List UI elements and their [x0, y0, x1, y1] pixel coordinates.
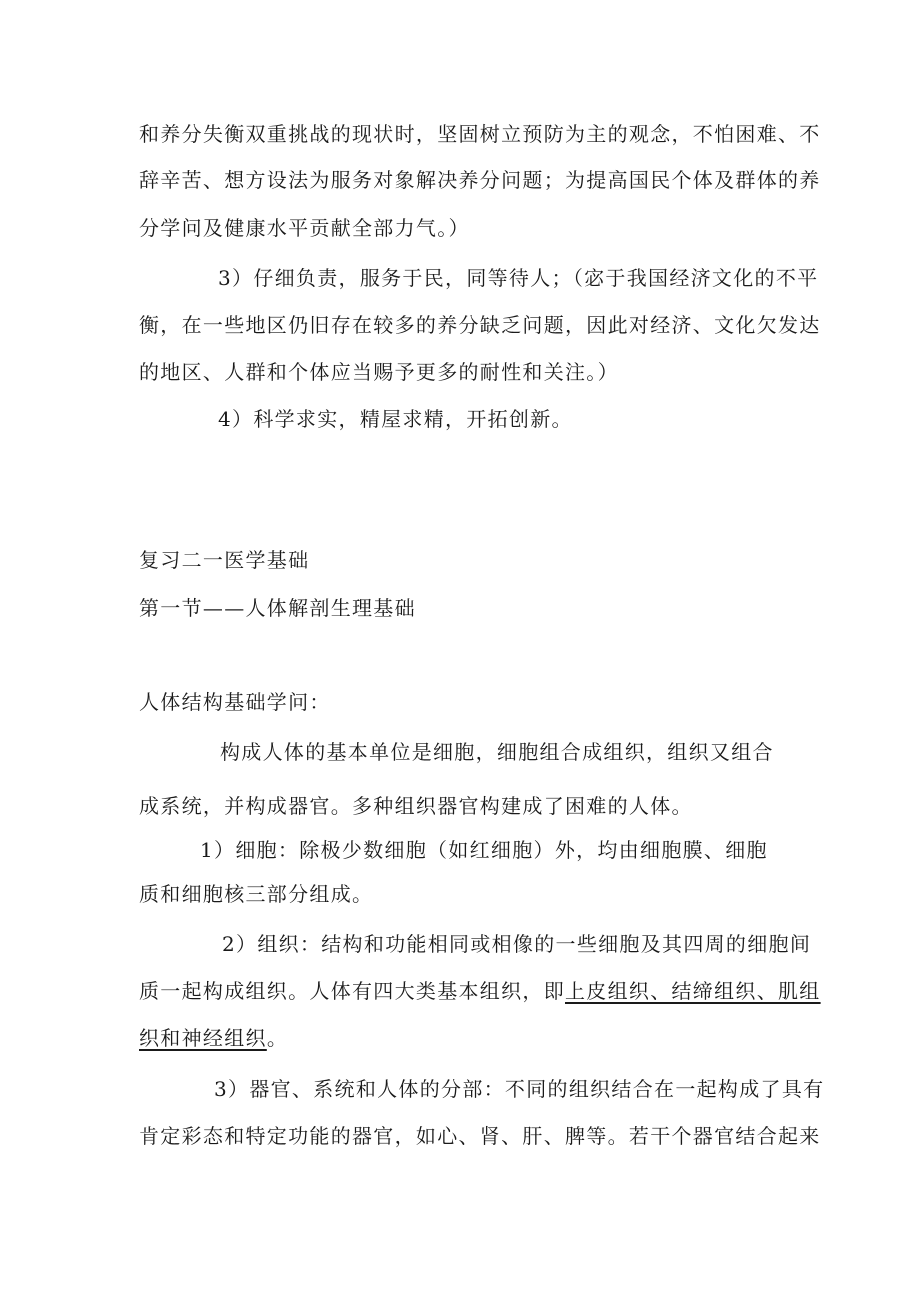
- text-line: [139, 977, 821, 1005]
- text-line: 分学问及健康水平贡献全部力气。）: [139, 216, 470, 240]
- subsection-heading: 第一节——人体解剖生理基础: [139, 596, 416, 620]
- text-line: 辞辛苦、想方设法为服务对象解决养分问题；为提高国民个体及群体的养: [139, 168, 821, 192]
- underlined-tissue-types: 织和神经组织: [139, 1026, 267, 1050]
- text-line: 的地区、人群和个体应当赐予更多的耐性和关注。）: [139, 360, 619, 384]
- text-line: [139, 1024, 288, 1052]
- underlined-tissue-types: 上皮组织、结缔组织、肌组: [565, 979, 821, 1003]
- text-line: 2）组织：结构和功能相同或相像的一些细胞及其四周的细胞间: [222, 932, 812, 956]
- text-line: 构成人体的基本单位是细胞，细胞组合成组织，组织又组合: [220, 740, 774, 764]
- text-run: 。: [266, 1026, 289, 1050]
- text-line: 质和细胞核三部分组成。: [139, 882, 374, 906]
- text-line: 肯定彩态和特定功能的器官，如心、肾、肝、脾等。若干个器官结合起来: [139, 1124, 821, 1148]
- section-heading: 复习二一医学基础: [139, 548, 310, 572]
- text-line: 3）器官、系统和人体的分部：不同的组织结合在一起构成了具有: [214, 1077, 825, 1101]
- text-run: 质一起构成组织。人体有四大类基本组织，即: [139, 979, 565, 1003]
- text-line: 衡，在一些地区仍旧存在较多的养分缺乏问题，因此对经济、文化欠发达: [139, 313, 821, 337]
- text-line: 3）仔细负责，服务于民，同等待人；（宓于我国经济文化的不平: [218, 266, 819, 290]
- text-line: 和养分失衡双重挑战的现状时，坚固树立预防为主的观念，不怕困难、不: [139, 122, 821, 146]
- topic-title: 人体结构基础学问：: [139, 690, 331, 714]
- text-line: 1）细胞：除极少数细胞（如红细胞）外，均由细胞膜、细胞: [200, 838, 768, 862]
- text-line: 成系统，并构成器官。多种组织器官构建成了困难的人体。: [139, 794, 693, 818]
- text-line: 4）科学求实，精屋求精，开拓创新。: [218, 407, 573, 431]
